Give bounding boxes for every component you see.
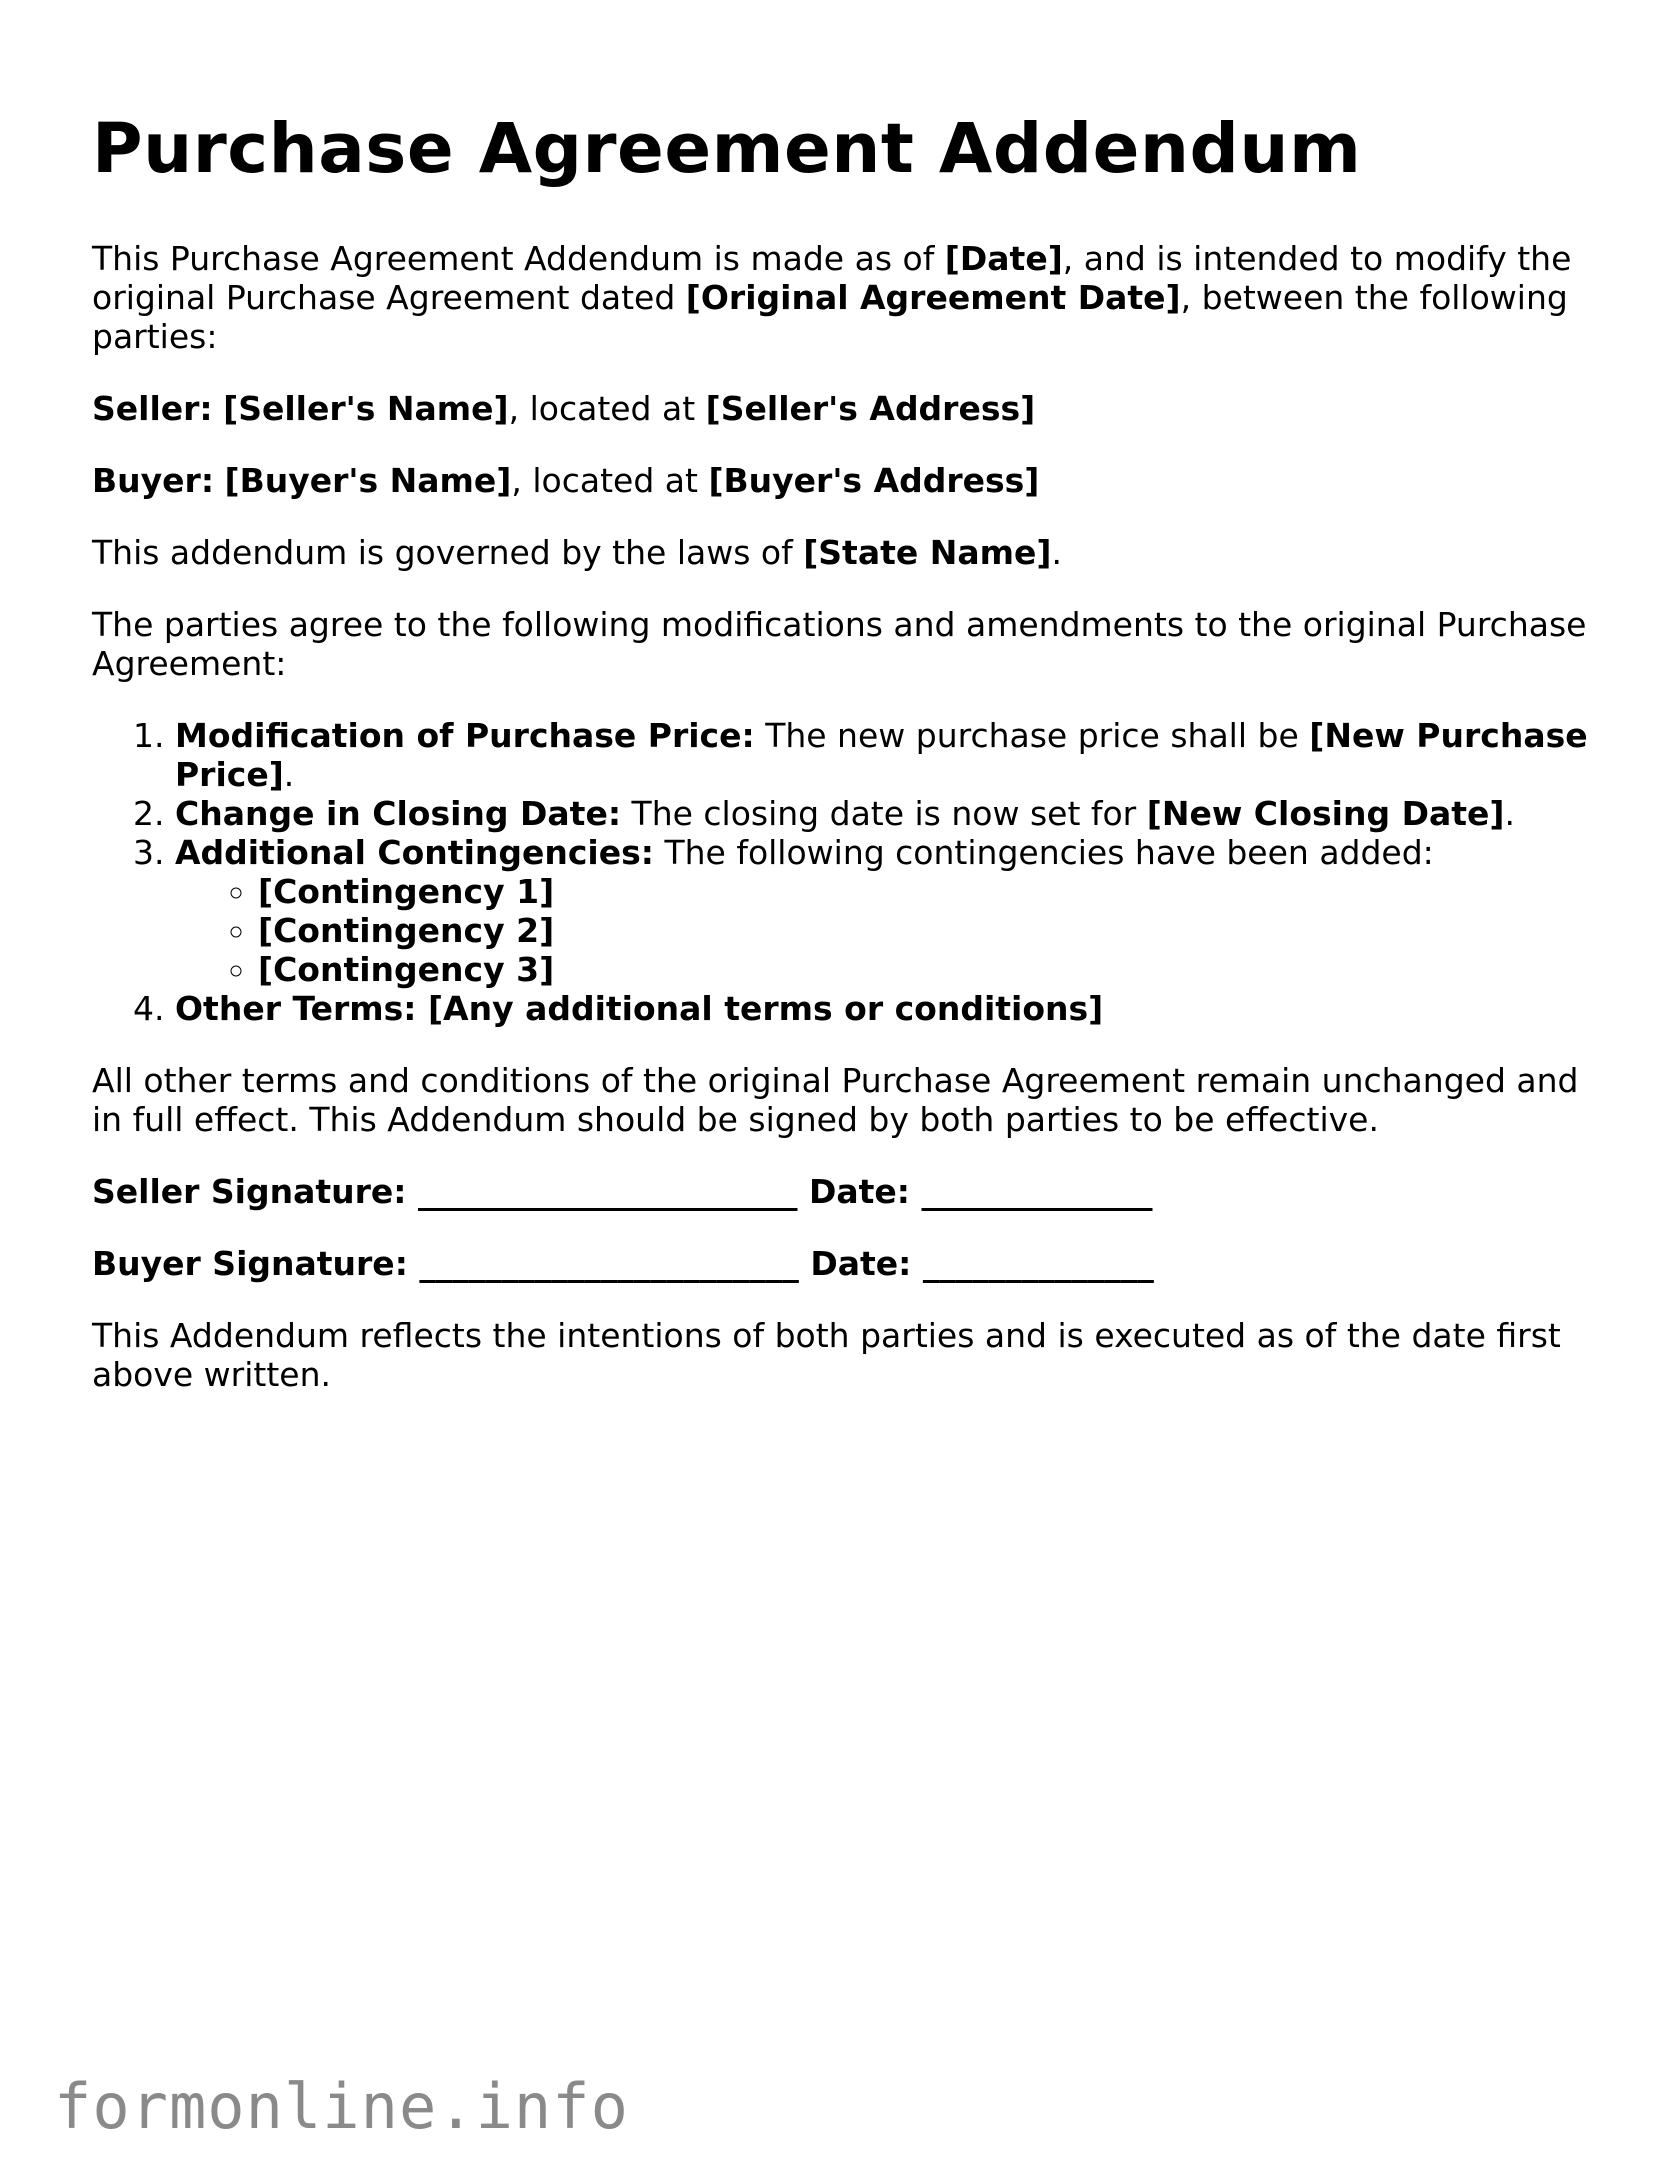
seller-name-placeholder: [Seller's Name] [223, 389, 509, 429]
intro-text-3: , between the following parties: [92, 278, 1568, 357]
price-label: Modification of Purchase Price: [175, 716, 755, 756]
buyer-address-placeholder: [Buyer's Address] [708, 461, 1040, 501]
seller-located-text: , located at [508, 389, 706, 429]
governing-text: This addendum is governed by the laws of [92, 533, 804, 573]
contingency-3-placeholder: [Contingency 3] [258, 950, 555, 990]
contingency-2-placeholder: [Contingency 2] [258, 911, 555, 951]
document-title: Purchase Agreement Addendum [92, 109, 1362, 189]
intro-paragraph [92, 239, 1592, 356]
price-end: . [283, 755, 295, 795]
final-paragraph: This Addendum reflects the intentions of both parties and is executed as of the date first above written. [92, 1316, 1561, 1395]
watermark-text: formonline.info [54, 2070, 629, 2143]
contingency-item [258, 950, 1592, 989]
seller-line [92, 389, 1592, 428]
document-page [92, 110, 1592, 1427]
contingency-1-placeholder: [Contingency 1] [258, 872, 555, 912]
contingency-item [258, 911, 1592, 950]
contingencies-sublist [175, 872, 1592, 989]
closing-placeholder: [New Closing Date] [1146, 794, 1505, 834]
list-item-contingencies [175, 833, 1592, 989]
agree-paragraph: The parties agree to the following modifications and amendments to the original Purchase Agreement: [92, 605, 1587, 684]
date-placeholder: [Date] [944, 239, 1063, 279]
closing-text: The closing date is now set for [621, 794, 1147, 834]
buyer-signature: Buyer Signature: _______________________ Date: ______________ [92, 1244, 1154, 1284]
closing-end: . [1504, 794, 1515, 834]
closing-label: Change in Closing Date: [175, 794, 622, 834]
price-placeholder: [New Purchase Price] [175, 716, 1588, 795]
seller-signature: Seller Signature: _______________________ Date: ______________ [92, 1172, 1153, 1212]
other-terms-placeholder: [Any additional terms or conditions] [416, 989, 1104, 1029]
buyer-name-placeholder: [Buyer's Name] [224, 461, 512, 501]
other-label: Other Terms: [175, 989, 417, 1029]
governing-law-line [92, 533, 1592, 572]
seller-signature-line [92, 1172, 1592, 1211]
intro-text-1: This Purchase Agreement Addendum is made as of [92, 239, 945, 279]
contingencies-text: The following contingencies have been added: [653, 833, 1434, 873]
buyer-signature-line [92, 1244, 1592, 1283]
seller-label: Seller: [92, 389, 213, 429]
list-item-price [175, 716, 1592, 794]
list-item-closing [175, 794, 1592, 833]
buyer-located-text: , located at [511, 461, 709, 501]
buyer-line [92, 461, 1592, 500]
governing-end: . [1051, 533, 1062, 573]
seller-address-placeholder: [Seller's Address] [705, 389, 1036, 429]
modifications-list [92, 716, 1592, 1028]
state-placeholder: [State Name] [803, 533, 1052, 573]
intro-text-2: , and is intended to modify the original Purchase Agreement dated [92, 239, 1572, 318]
buyer-label: Buyer: [92, 461, 215, 501]
price-text: The new purchase price shall be [754, 716, 1310, 756]
closing-paragraph: All other terms and conditions of the original Purchase Agreement remain unchanged and in full effect. This Addendum should be signed by both parties to be effective. [92, 1061, 1579, 1140]
original-date-placeholder: [Original Agreement Date] [685, 278, 1181, 318]
list-item-other [175, 989, 1592, 1028]
contingencies-label: Additional Contingencies: [175, 833, 654, 873]
contingency-item [258, 872, 1592, 911]
